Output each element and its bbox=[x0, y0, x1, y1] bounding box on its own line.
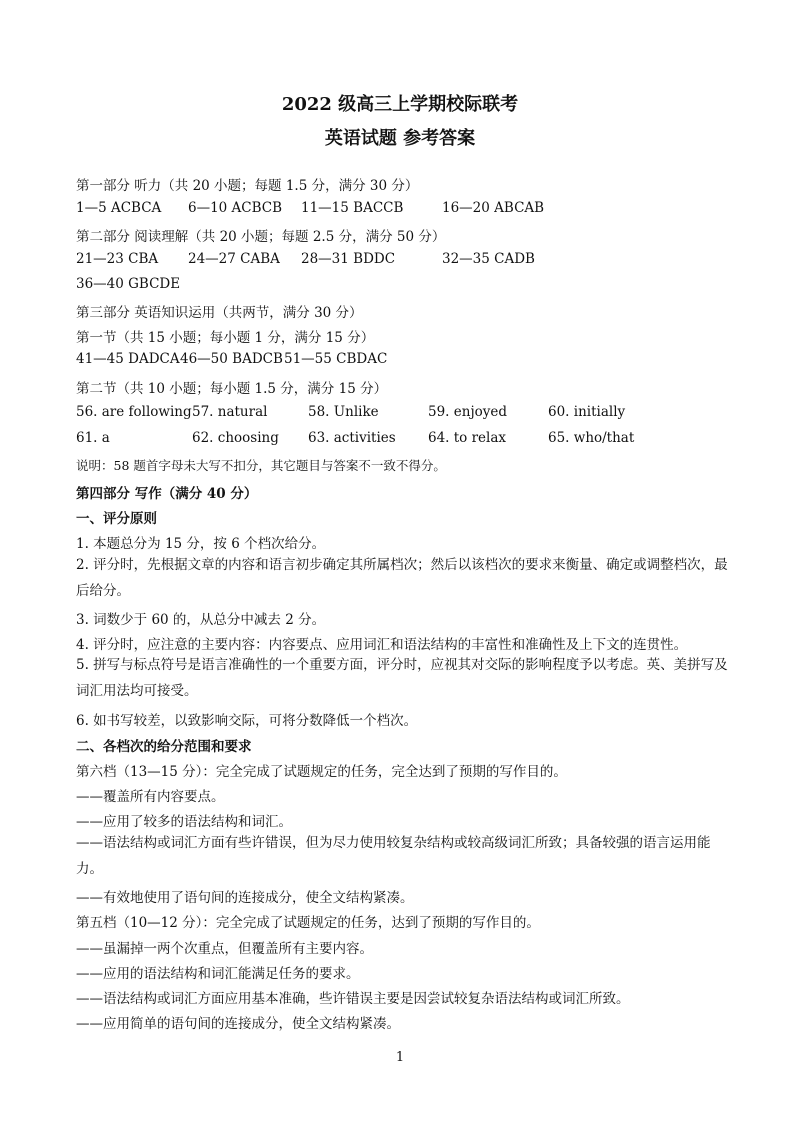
answer-group: 41—45 DADCA bbox=[76, 351, 180, 367]
answer-item: 59. enjoyed bbox=[428, 404, 508, 420]
part2-answer-row-2: 36—40 GBCDE bbox=[76, 276, 181, 292]
answer-item: 64. to relax bbox=[428, 430, 507, 446]
answer-group: 6—10 ACBCB bbox=[188, 200, 283, 216]
levels-heading: 二、各档次的给分范围和要求 bbox=[76, 739, 252, 755]
level5-item: ——虽漏掉一两个次重点，但覆盖所有主要内容。 bbox=[76, 941, 373, 957]
answer-group: 11—15 BACCB bbox=[301, 200, 404, 216]
answer-item: 61. a bbox=[76, 430, 110, 446]
principle-item: 6. 如书写较差，以致影响交际，可将分数降低一个档次。 bbox=[76, 713, 418, 729]
answer-group: 21—23 CBA bbox=[76, 251, 159, 267]
level5-item: ——语法结构或词汇方面应用基本准确，些许错误主要是因尝试较复杂语法结构或词汇所致。 bbox=[76, 991, 630, 1007]
page-title: 2022 级高三上学期校际联考 bbox=[281, 94, 519, 115]
level6-item: ——有效地使用了语句间的连接成分，使全文结构紧凑。 bbox=[76, 890, 414, 906]
answer-item: 63. activities bbox=[308, 430, 396, 446]
part4-heading: 第四部分 写作（满分 40 分） bbox=[76, 486, 258, 502]
answer-group: 28—31 BDDC bbox=[301, 251, 396, 267]
part3-section1-heading: 第一节（共 15 小题；每小题 1 分，满分 15 分） bbox=[76, 330, 375, 346]
level5-item: ——应用简单的语句间的连接成分，使全文结构紧凑。 bbox=[76, 1016, 400, 1032]
principle-item: 1. 本题总分为 15 分，按 6 个档次给分。 bbox=[76, 536, 326, 552]
level6-item: ——应用了较多的语法结构和词汇。 bbox=[76, 814, 292, 830]
level6-title: 第六档（13—15 分）：完全完成了试题规定的任务，完全达到了预期的写作目的。 bbox=[76, 764, 567, 780]
answer-item: 60. initially bbox=[548, 404, 626, 420]
principle-item: 4. 评分时，应注意的主要内容：内容要点、应用词汇和语法结构的丰富性和准确性及上下文的连贯性。 bbox=[76, 637, 688, 653]
principle-item: 5. 拼写与标点符号是语言准确性的一个重要方面，评分时，应视其对交际的影响程度予以考虑。英、美拼写及词汇用法均可接受。 bbox=[76, 657, 728, 699]
answer-group: 46—50 BADCB bbox=[180, 351, 283, 367]
level6-item: ——覆盖所有内容要点。 bbox=[76, 789, 225, 805]
part1-heading: 第一部分 听力（共 20 小题；每题 1.5 分，满分 30 分） bbox=[76, 178, 419, 194]
answer-group: 32—35 CADB bbox=[442, 251, 535, 267]
answer-group: 16—20 ABCAB bbox=[442, 200, 545, 216]
level5-item: ——应用的语法结构和词汇能满足任务的要求。 bbox=[76, 966, 360, 982]
part3-section2-heading: 第二节（共 10 小题；每小题 1.5 分，满分 15 分） bbox=[76, 381, 388, 397]
answer-item: 65. who/that bbox=[548, 430, 635, 446]
scoring-note: 说明：58 题首字母未大写不扣分，其它题目与答案不一致不得分。 bbox=[76, 458, 446, 473]
answer-item: 56. are following bbox=[76, 404, 192, 420]
answer-item: 62. choosing bbox=[192, 430, 279, 446]
part2-heading: 第二部分 阅读理解（共 20 小题；每题 2.5 分，满分 50 分） bbox=[76, 229, 446, 245]
principle-item: 2. 评分时，先根据文章的内容和语言初步确定其所属档次；然后以该档次的要求来衡量、确定或调整档次，最后给分。 bbox=[76, 557, 728, 599]
answer-group: 51—55 CBDAC bbox=[284, 351, 388, 367]
answer-group: 24—27 CABA bbox=[188, 251, 280, 267]
principles-heading: 一、评分原则 bbox=[76, 511, 157, 527]
page-subtitle: 英语试题 参考答案 bbox=[324, 128, 476, 149]
answer-group: 1—5 ACBCA bbox=[76, 200, 162, 216]
principle-item: 3. 词数少于 60 的，从总分中减去 2 分。 bbox=[76, 612, 326, 628]
level6-item: ——语法结构或词汇方面有些许错误，但为尽力使用较复杂结构或较高级词汇所致；具备较强的语言运用能力。 bbox=[76, 835, 711, 877]
level5-title: 第五档（10—12 分）：完全完成了试题规定的任务，达到了预期的写作目的。 bbox=[76, 915, 540, 931]
part3-heading: 第三部分 英语知识运用（共两节，满分 30 分） bbox=[76, 305, 363, 321]
answer-item: 58. Unlike bbox=[308, 404, 379, 420]
page-number: 1 bbox=[395, 1050, 405, 1065]
answer-item: 57. natural bbox=[192, 404, 268, 420]
